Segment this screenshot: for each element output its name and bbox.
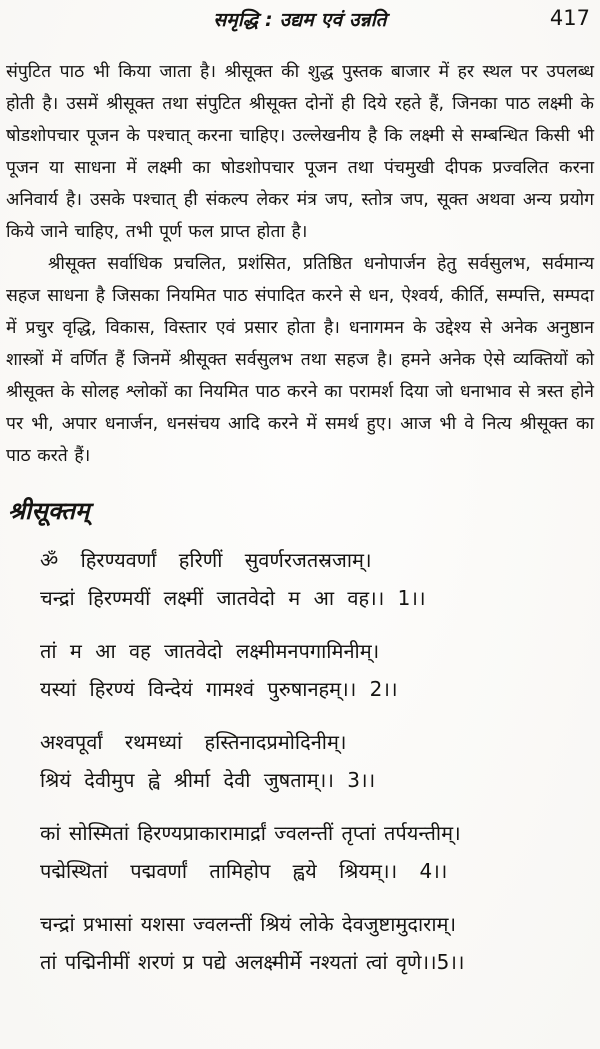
shri-suktam-verses <box>0 541 600 981</box>
verse-4-line-2: पद्मेस्थितां पद्मवर्णां तामिहोप ह्वये श्रियम्।। 4।। <box>40 859 448 883</box>
verse-1 <box>40 541 596 617</box>
page-header <box>0 6 600 40</box>
verse-3-line-2: श्रियं देवीमुप ह्वे श्रीर्मा देवी जुषताम्।। 3।। <box>40 768 376 792</box>
verse-2 <box>40 632 596 708</box>
page-number: 417 <box>549 6 590 30</box>
section-heading: श्रीसूक्तम् <box>8 497 90 525</box>
paragraph-2: श्रीसूक्त सर्वाधिक प्रचलित, प्रशंसित, प्रतिष्ठित धनोपार्जन हेतु सर्वसुलभ, सर्वमान्य सहज साधना है जिसका नियमित पाठ संपादित करने से धन, ऐश्वर्य, कीर्ति, सम्पत्ति, सम्पदा में प्रचुर वृद्धि, विकास, विस्तार एवं प्रसार होता है। धनागमन के उद्देश्य से अनेक अनुष्ठान शास्त्रों में वर्णित हैं जिनमें श्रीसूक्त सर्वसुलभ तथा सहज है। हमने अनेक ऐसे व्यक्तियों को श्रीसूक्त के सोलह श्लोकों का नियमित पाठ करने का परामर्श दिया जो धनाभाव से त्रस्त होने पर भी, अपार धनार्जन, धनसंचय आदि करने में समर्थ हुए। आज भी वे नित्य श्रीसूक्त का पाठ करते हैं। <box>6 254 594 466</box>
verse-4-line-1: कां सोस्मितां हिरण्यप्राकारामार्द्रां ज्वलन्तीं तृप्तां तर्पयन्तीम्। <box>40 821 461 845</box>
verse-2-line-1: तां म आ वह जातवेदो लक्ष्मीमनपगामिनीम्। <box>40 639 380 663</box>
verse-3-line-1: अश्वपूर्वां रथमध्यां हस्तिनादप्रमोदिनीम्। <box>40 730 347 754</box>
verse-5-line-2: तां पद्मिनीमीं शरणं प्र पद्ये अलक्ष्मीर्मे नश्यतां त्वां वृणे।।5।। <box>40 950 465 974</box>
verse-3 <box>40 723 596 799</box>
verse-5 <box>40 905 596 981</box>
verse-1-line-1: ॐ हिरण्यवर्णां हरिणीं सुवर्णरजतस्रजाम्। <box>40 548 372 572</box>
verse-2-line-2: यस्यां हिरण्यं विन्देयं गामश्वं पुरुषानहम्।। 2।। <box>40 677 398 701</box>
verse-1-line-2: चन्द्रां हिरण्मयीं लक्ष्मीं जातवेदो म आ वह।। 1।। <box>40 586 426 610</box>
running-title: समृद्धि : उद्यम एवं उन्नति <box>213 9 387 31</box>
verse-4 <box>40 814 596 890</box>
verse-5-line-1: चन्द्रां प्रभासां यशसा ज्वलन्तीं श्रियं लोके देवजुष्टामुदाराम्। <box>40 912 457 936</box>
paragraph-1: संपुटित पाठ भी किया जाता है। श्रीसूक्त की शुद्ध पुस्तक बाजार में हर स्थल पर उपलब्ध होती है। उसमें श्रीसूक्त तथा संपुटित श्रीसूक्त दोनों ही दिये रहते हैं, जिनका पाठ लक्ष्मी के षोडशोपचार पूजन के पश्चात् करना चाहिए। उल्लेखनीय है कि लक्ष्मी से सम्बन्धित किसी भी पूजन या साधना में लक्ष्मी का षोडशोपचार पूजन तथा पंचमुखी दीपक प्रज्वलित करना अनिवार्य है। उसके पश्चात् ही संकल्प लेकर मंत्र जप, स्तोत्र जप, सूक्त अथवा अन्य प्रयोग किये जाने चाहिए, तभी पूर्ण फल प्राप्त होता है। <box>6 62 594 242</box>
